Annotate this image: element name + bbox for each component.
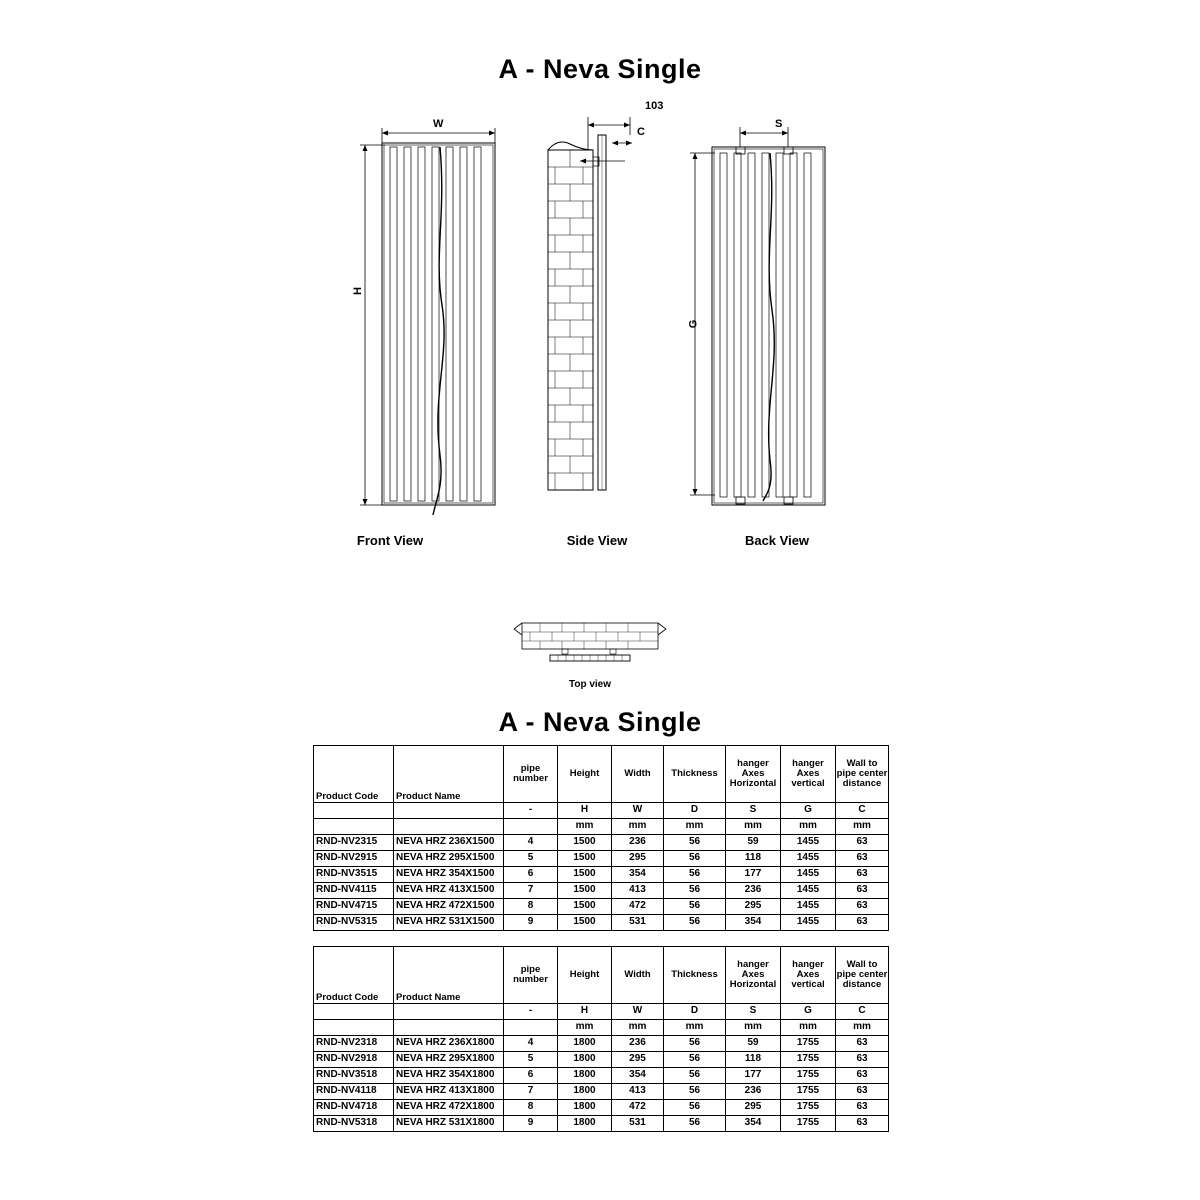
unit-blank-2 [394, 819, 504, 835]
cell-thickness: 56 [664, 1068, 726, 1084]
table-row [314, 915, 889, 931]
dimension-label-w: W [433, 118, 444, 130]
cell-product-code: RND-NV4715 [314, 899, 394, 915]
symbol-h: H [558, 803, 612, 819]
dimension-label-c: C [637, 126, 645, 138]
header-width: Width [612, 746, 664, 803]
cell-product-code: RND-NV2315 [314, 835, 394, 851]
symbol-pipe: - [504, 1004, 558, 1020]
cell-height: 1800 [558, 1084, 612, 1100]
cell-width: 413 [612, 1084, 664, 1100]
dimension-label-s: S [775, 118, 783, 130]
cell-product-code: RND-NV2915 [314, 851, 394, 867]
unit-c: mm [836, 1020, 889, 1036]
page-title-top: A - Neva Single [498, 54, 702, 84]
cell-s: 59 [726, 1036, 781, 1052]
cell-c: 63 [836, 851, 889, 867]
cell-height: 1500 [558, 835, 612, 851]
dimension-label-103: 103 [645, 100, 664, 112]
cell-height: 1800 [558, 1036, 612, 1052]
symbol-d: D [664, 803, 726, 819]
cell-pipe-number: 6 [504, 1068, 558, 1084]
cell-height: 1800 [558, 1068, 612, 1084]
cell-product-name: NEVA HRZ 295X1500 [394, 851, 504, 867]
cell-s: 177 [726, 1068, 781, 1084]
unit-h: mm [558, 1020, 612, 1036]
table-row [314, 1068, 889, 1084]
cell-width: 413 [612, 883, 664, 899]
cell-s: 59 [726, 835, 781, 851]
cell-pipe-number: 9 [504, 915, 558, 931]
unit-d: mm [664, 1020, 726, 1036]
cell-g: 1755 [781, 1100, 836, 1116]
cell-thickness: 56 [664, 851, 726, 867]
cell-product-name: NEVA HRZ 354X1500 [394, 867, 504, 883]
symbol-s: S [726, 803, 781, 819]
cell-product-name: NEVA HRZ 472X1800 [394, 1100, 504, 1116]
table-symbol-row [314, 803, 889, 819]
cell-width: 531 [612, 1116, 664, 1132]
header-thickness: Thickness [664, 947, 726, 1004]
cell-height: 1500 [558, 851, 612, 867]
cell-width: 354 [612, 867, 664, 883]
table-row [314, 867, 889, 883]
unit-blank-1 [314, 1020, 394, 1036]
header-hanger-axes-vertical: hanger Axes vertical [781, 947, 836, 1004]
spec-table-1800 [313, 946, 889, 1132]
symbol-blank-1 [314, 803, 394, 819]
cell-product-code: RND-NV3518 [314, 1068, 394, 1084]
side-view-label: Side View [566, 533, 628, 548]
header-product-name: Product Name [394, 746, 504, 803]
page-title-bottom: A - Neva Single [498, 707, 702, 737]
header-hanger-axes-horizontal: hanger Axes Horizontal [726, 746, 781, 803]
cell-s: 354 [726, 1116, 781, 1132]
cell-s: 118 [726, 1052, 781, 1068]
table-row [314, 1036, 889, 1052]
cell-thickness: 56 [664, 899, 726, 915]
cell-thickness: 56 [664, 1084, 726, 1100]
unit-g: mm [781, 819, 836, 835]
header-width: Width [612, 947, 664, 1004]
cell-s: 354 [726, 915, 781, 931]
cell-height: 1800 [558, 1100, 612, 1116]
cell-height: 1800 [558, 1052, 612, 1068]
cell-thickness: 56 [664, 835, 726, 851]
cell-height: 1500 [558, 899, 612, 915]
cell-product-code: RND-NV5318 [314, 1116, 394, 1132]
header-height: Height [558, 746, 612, 803]
table-row [314, 899, 889, 915]
cell-g: 1755 [781, 1052, 836, 1068]
cell-c: 63 [836, 899, 889, 915]
unit-h: mm [558, 819, 612, 835]
cell-pipe-number: 4 [504, 1036, 558, 1052]
cell-g: 1455 [781, 835, 836, 851]
symbol-blank-2 [394, 803, 504, 819]
cell-thickness: 56 [664, 1116, 726, 1132]
unit-pipe [504, 819, 558, 835]
table-row [314, 1084, 889, 1100]
cell-s: 236 [726, 883, 781, 899]
cell-s: 236 [726, 1084, 781, 1100]
symbol-w: W [612, 1004, 664, 1020]
cell-product-name: NEVA HRZ 531X1800 [394, 1116, 504, 1132]
cell-thickness: 56 [664, 867, 726, 883]
cell-c: 63 [836, 915, 889, 931]
cell-product-name: NEVA HRZ 531X1500 [394, 915, 504, 931]
symbol-s: S [726, 1004, 781, 1020]
table-row [314, 1100, 889, 1116]
table-row [314, 1052, 889, 1068]
header-product-code: Product Code [314, 947, 394, 1004]
table-header-row [314, 947, 889, 1004]
unit-pipe [504, 1020, 558, 1036]
cell-pipe-number: 6 [504, 867, 558, 883]
unit-s: mm [726, 1020, 781, 1036]
unit-w: mm [612, 1020, 664, 1036]
table-unit-row [314, 1020, 889, 1036]
cell-height: 1500 [558, 915, 612, 931]
table-symbol-row [314, 1004, 889, 1020]
cell-height: 1500 [558, 883, 612, 899]
cell-c: 63 [836, 883, 889, 899]
cell-c: 63 [836, 835, 889, 851]
symbol-blank-2 [394, 1004, 504, 1020]
dimension-label-h: H [351, 287, 364, 295]
table-header-row [314, 746, 889, 803]
symbol-h: H [558, 1004, 612, 1020]
cell-g: 1755 [781, 1068, 836, 1084]
cell-g: 1455 [781, 899, 836, 915]
dimension-label-g: G [687, 319, 700, 329]
cell-c: 63 [836, 1100, 889, 1116]
cell-g: 1755 [781, 1084, 836, 1100]
cell-product-code: RND-NV2918 [314, 1052, 394, 1068]
symbol-c: C [836, 803, 889, 819]
cell-pipe-number: 7 [504, 1084, 558, 1100]
header-pipe-number: pipe number [504, 947, 558, 1004]
table-row [314, 883, 889, 899]
header-pipe-number: pipe number [504, 746, 558, 803]
spec-table-1500 [313, 745, 889, 931]
header-hanger-axes-vertical: hanger Axes vertical [781, 746, 836, 803]
cell-product-code: RND-NV2318 [314, 1036, 394, 1052]
unit-c: mm [836, 819, 889, 835]
cell-g: 1455 [781, 883, 836, 899]
header-product-name: Product Name [394, 947, 504, 1004]
cell-product-name: NEVA HRZ 472X1500 [394, 899, 504, 915]
cell-pipe-number: 8 [504, 899, 558, 915]
cell-thickness: 56 [664, 1036, 726, 1052]
radiator-views-drawing [340, 95, 880, 565]
cell-product-name: NEVA HRZ 236X1800 [394, 1036, 504, 1052]
symbol-pipe: - [504, 803, 558, 819]
front-view-graphic [360, 128, 495, 515]
cell-c: 63 [836, 1084, 889, 1100]
header-product-code: Product Code [314, 746, 394, 803]
table-unit-row [314, 819, 889, 835]
cell-thickness: 56 [664, 1052, 726, 1068]
unit-blank-1 [314, 819, 394, 835]
cell-product-code: RND-NV4118 [314, 1084, 394, 1100]
cell-c: 63 [836, 1068, 889, 1084]
header-thickness: Thickness [664, 746, 726, 803]
cell-product-name: NEVA HRZ 413X1800 [394, 1084, 504, 1100]
cell-product-name: NEVA HRZ 413X1500 [394, 883, 504, 899]
table-row [314, 851, 889, 867]
unit-d: mm [664, 819, 726, 835]
symbol-g: G [781, 1004, 836, 1020]
table-row [314, 1116, 889, 1132]
cell-c: 63 [836, 1052, 889, 1068]
cell-product-code: RND-NV3515 [314, 867, 394, 883]
cell-pipe-number: 8 [504, 1100, 558, 1116]
cell-product-code: RND-NV5315 [314, 915, 394, 931]
cell-product-code: RND-NV4115 [314, 883, 394, 899]
table-row [314, 835, 889, 851]
unit-g: mm [781, 1020, 836, 1036]
cell-width: 295 [612, 1052, 664, 1068]
cell-c: 63 [836, 1116, 889, 1132]
header-hanger-axes-horizontal: hanger Axes Horizontal [726, 947, 781, 1004]
back-view-label: Back View [744, 533, 810, 548]
unit-blank-2 [394, 1020, 504, 1036]
cell-height: 1500 [558, 867, 612, 883]
cell-pipe-number: 7 [504, 883, 558, 899]
side-view-graphic [548, 117, 632, 490]
cell-product-code: RND-NV4718 [314, 1100, 394, 1116]
cell-height: 1800 [558, 1116, 612, 1132]
cell-product-name: NEVA HRZ 354X1800 [394, 1068, 504, 1084]
cell-thickness: 56 [664, 883, 726, 899]
symbol-c: C [836, 1004, 889, 1020]
back-view-graphic [690, 127, 825, 505]
cell-g: 1755 [781, 1036, 836, 1052]
header-wall-to-pipe-center: Wall to pipe center distance [836, 947, 889, 1004]
cell-width: 354 [612, 1068, 664, 1084]
cell-pipe-number: 5 [504, 851, 558, 867]
cell-width: 472 [612, 1100, 664, 1116]
header-wall-to-pipe-center: Wall to pipe center distance [836, 746, 889, 803]
unit-s: mm [726, 819, 781, 835]
cell-product-name: NEVA HRZ 236X1500 [394, 835, 504, 851]
symbol-w: W [612, 803, 664, 819]
front-view-label: Front View [356, 533, 424, 548]
cell-pipe-number: 4 [504, 835, 558, 851]
cell-pipe-number: 5 [504, 1052, 558, 1068]
cell-g: 1455 [781, 867, 836, 883]
unit-w: mm [612, 819, 664, 835]
cell-thickness: 56 [664, 915, 726, 931]
cell-width: 295 [612, 851, 664, 867]
cell-s: 295 [726, 1100, 781, 1116]
cell-product-name: NEVA HRZ 295X1800 [394, 1052, 504, 1068]
symbol-d: D [664, 1004, 726, 1020]
cell-width: 236 [612, 1036, 664, 1052]
cell-s: 118 [726, 851, 781, 867]
cell-s: 295 [726, 899, 781, 915]
header-height: Height [558, 947, 612, 1004]
cell-width: 472 [612, 899, 664, 915]
cell-g: 1455 [781, 915, 836, 931]
cell-g: 1455 [781, 851, 836, 867]
top-view-label: Top view [568, 679, 612, 690]
cell-width: 236 [612, 835, 664, 851]
symbol-g: G [781, 803, 836, 819]
symbol-blank-1 [314, 1004, 394, 1020]
cell-s: 177 [726, 867, 781, 883]
cell-width: 531 [612, 915, 664, 931]
cell-thickness: 56 [664, 1100, 726, 1116]
cell-g: 1755 [781, 1116, 836, 1132]
cell-pipe-number: 9 [504, 1116, 558, 1132]
cell-c: 63 [836, 1036, 889, 1052]
cell-c: 63 [836, 867, 889, 883]
